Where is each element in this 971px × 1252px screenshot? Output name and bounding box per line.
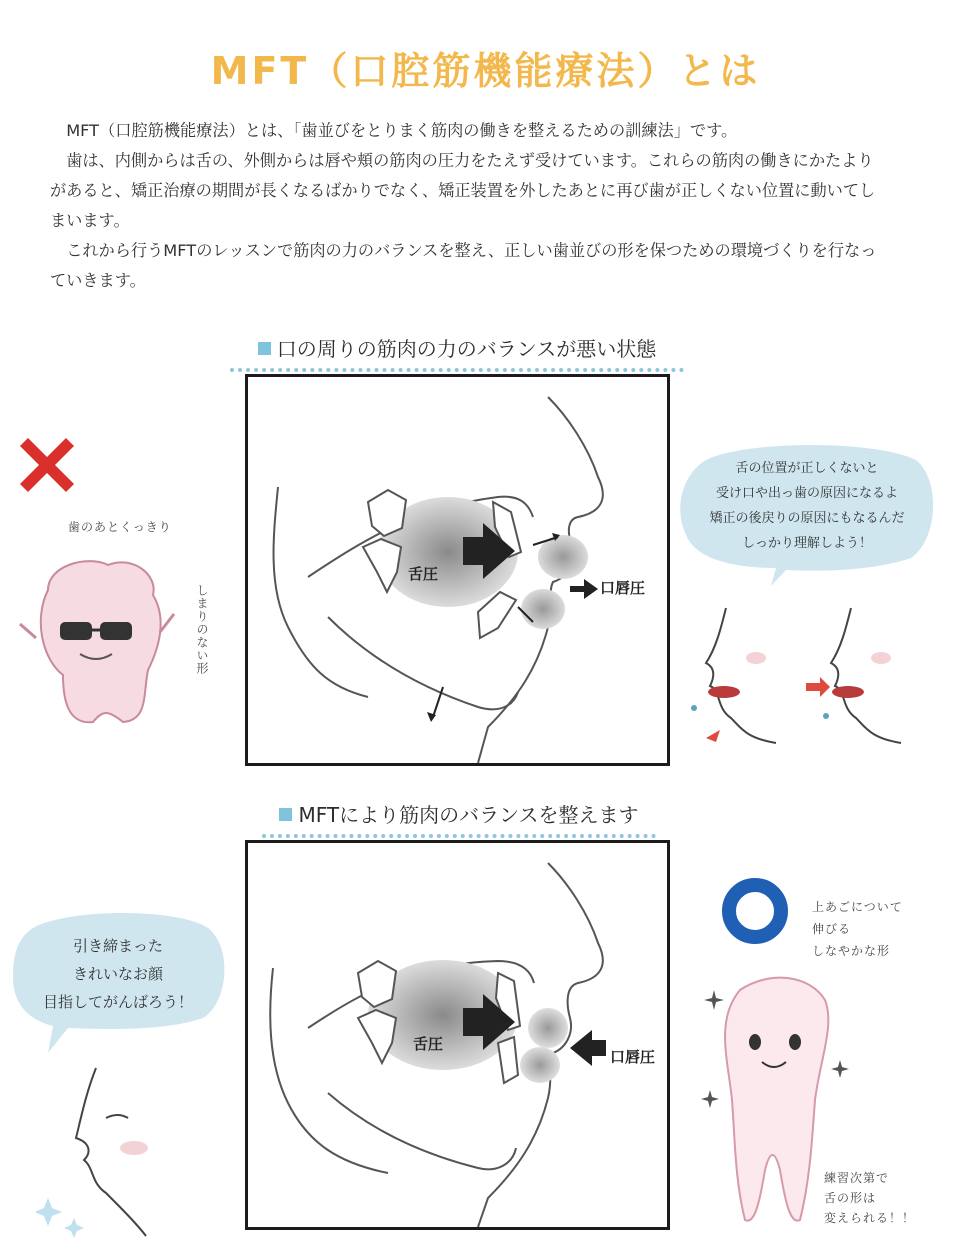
tongue-pressure-label: 舌圧: [408, 565, 439, 583]
circle-mark-icon: [720, 876, 790, 946]
bubble-line: しっかり理解しよう！: [741, 536, 872, 551]
bubble-line: 矯正の後戻りの原因にもなるんだ: [709, 511, 905, 526]
tongue-pressure-label: 舌圧: [413, 1035, 444, 1053]
intro-text: [50, 116, 880, 296]
lip-pressure-label: 口唇圧: [600, 579, 646, 597]
speech-bubble-good: [8, 908, 228, 1058]
intro-paragraph: これから行うMFTのレッスンで筋肉の力のバランスを整え、正しい歯並びの形を保つための環境づくりを行なっていきます。: [50, 241, 877, 290]
face-profiles-illustration: [686, 598, 936, 763]
bubble-line: 舌の位置が正しくないと: [735, 461, 879, 476]
square-bullet-icon: [279, 808, 292, 821]
mouth-cross-section-good-illustration: [248, 843, 667, 1227]
bubble-line: 引き締まった: [72, 937, 163, 955]
mouth-diagram-good: [245, 840, 670, 1230]
intro-paragraph: MFT（口腔筋機能療法）とは、「歯並びをとりまく筋肉の働きを整えるための訓練法」です。: [66, 121, 738, 140]
tooth-note: 上あごについて 伸びる しなやかな形: [812, 900, 903, 958]
bubble-line: 目指してがんばろう！: [42, 993, 193, 1011]
speech-bubble-bad: [676, 440, 938, 588]
character-note-top: 歯のあとくっきり: [68, 520, 172, 534]
mouth-cross-section-bad-illustration: [248, 377, 667, 763]
page-title: MFT（口腔筋機能療法）とは: [210, 49, 761, 93]
lip-pressure-label: 口唇圧: [610, 1048, 656, 1066]
character-note-side: しまりのない形: [195, 584, 209, 675]
intro-paragraph: 歯は、内側からは舌の、外側からは唇や頬の筋肉の圧力をたえず受けています。これらの筋肉の働きにかたよりがあると、矯正治療の期間が長くなるばかりでなく、矯正装置を外したあとに再び歯が正しくない位置に動いてしまいます。: [50, 151, 876, 230]
face-profile-good-illustration: [36, 1058, 166, 1238]
tooth-note-bottom: 練習次第で 舌の形は 変えられる！！: [824, 1171, 916, 1225]
square-bullet-icon: [258, 342, 271, 355]
mouth-diagram-bad: [245, 374, 670, 766]
bubble-line: 受け口や出っ歯の原因になるよ: [715, 486, 898, 501]
tongue-character-illustration: [8, 550, 193, 735]
section-heading-good: MFTにより筋肉のバランスを整えます: [262, 799, 656, 838]
section-heading-bad: 口の周りの筋肉の力のバランスが悪い状態: [230, 333, 684, 372]
bubble-line: きれいなお顔: [72, 965, 163, 983]
x-mark-icon: [12, 432, 82, 502]
